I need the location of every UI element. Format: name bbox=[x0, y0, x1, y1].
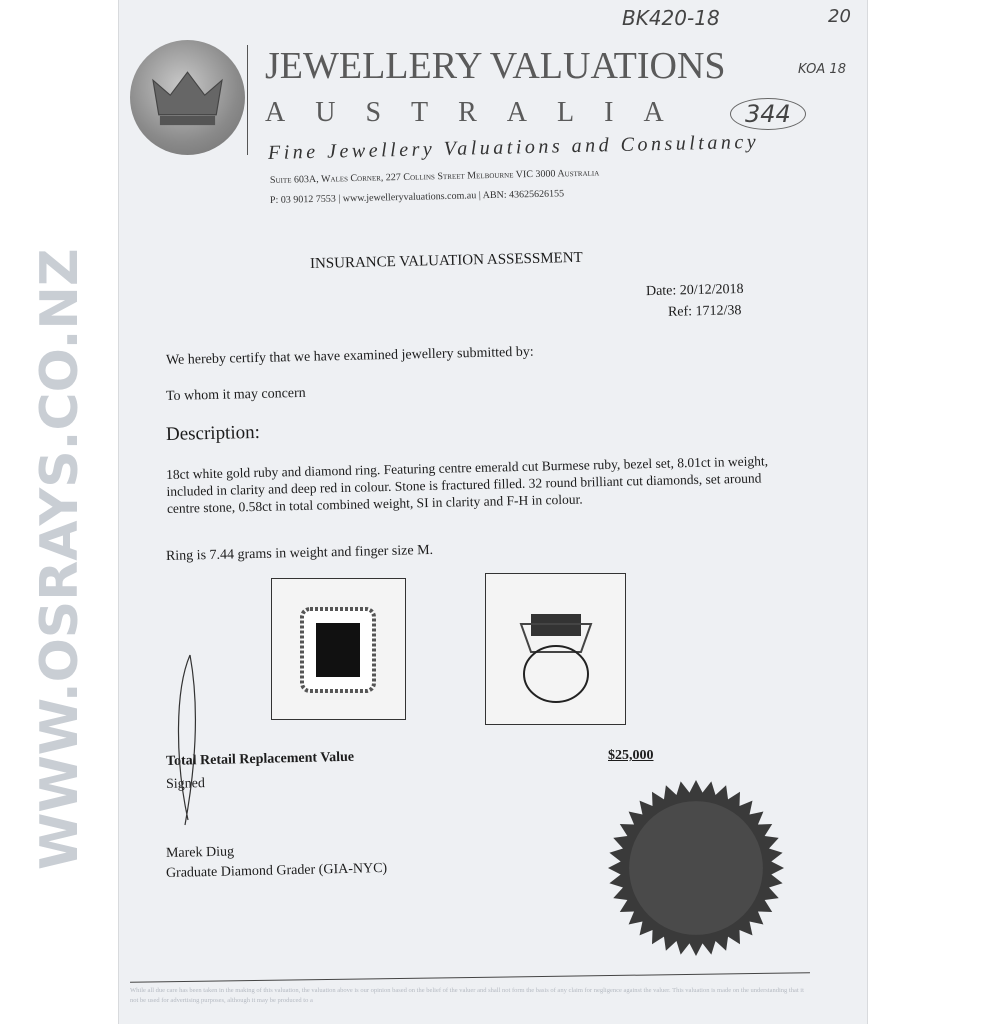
description-heading: Description: bbox=[165, 421, 261, 445]
total-value-label: Total Retail Replacement Value bbox=[165, 749, 355, 769]
description-text: 18ct white gold ruby and diamond ring. Featuring centre emerald cut Burmese ruby, bezel set, 8.01ct in weight, included in clarity and deep red in colour. Stone is fractured filled. 32 round brilliant cut diamonds, set around centre stone, 0.58ct in total combined weight, SI in clarity and F-H in colour. bbox=[166, 453, 769, 516]
stamp-center bbox=[629, 801, 763, 935]
wax-seal-crown-logo bbox=[130, 40, 245, 155]
signed-label: Signed bbox=[165, 776, 206, 792]
watermark: WWW.OSRAYS.CO.NZ bbox=[30, 248, 90, 870]
embossed-seal-stamp bbox=[608, 780, 784, 956]
handwritten-page-number: 20 bbox=[828, 6, 851, 27]
tagline: Fine Jewellery Valuations and Consultancy bbox=[267, 130, 760, 164]
handwritten-circled-number: 344 bbox=[730, 98, 806, 130]
handwritten-reference: BK420-18 bbox=[622, 6, 720, 30]
ring-details: Ring is 7.44 grams in weight and finger size M. bbox=[165, 542, 434, 564]
signer-title: Graduate Diamond Grader (GIA-NYC) bbox=[165, 860, 388, 881]
signature bbox=[170, 650, 210, 830]
recipient: To whom it may concern bbox=[165, 385, 306, 404]
footer-disclaimer: While all due care has been taken in the making of this valuation, the valuation above is our opinion based on the belief of the valuer and shall not form the basis of any claim for negligence against the valuer. This valuation is made on the understanding that it not be used for advertising purposes, although it may be produced to a bbox=[130, 987, 804, 1004]
handwritten-note: KOA 18 bbox=[798, 62, 846, 77]
total-value: $25,000 bbox=[608, 748, 654, 763]
signer-name: Marek Diug bbox=[165, 844, 235, 861]
ring-photo-top-view bbox=[271, 578, 406, 720]
ring-photo-side-view bbox=[485, 573, 626, 725]
document-ref: Ref: 1712/38 bbox=[667, 303, 742, 320]
document-date: Date: 20/12/2018 bbox=[645, 281, 744, 300]
contact-line: P: 03 9012 7553 | www.jewelleryvaluations.com.au | ABN: 43625626155 bbox=[269, 188, 565, 206]
letterhead-divider bbox=[247, 45, 248, 155]
brand-name: JEWELLERY VALUATIONS bbox=[265, 45, 726, 87]
address: Suite 603A, Wales Corner, 227 Collins Street Melbourne VIC 3000 Australia bbox=[269, 167, 600, 186]
certify-statement: We hereby certify that we have examined jewellery submitted by: bbox=[165, 344, 534, 368]
document-title: INSURANCE VALUATION ASSESSMENT bbox=[309, 249, 583, 272]
brand-country: AUSTRALIA bbox=[265, 97, 694, 128]
